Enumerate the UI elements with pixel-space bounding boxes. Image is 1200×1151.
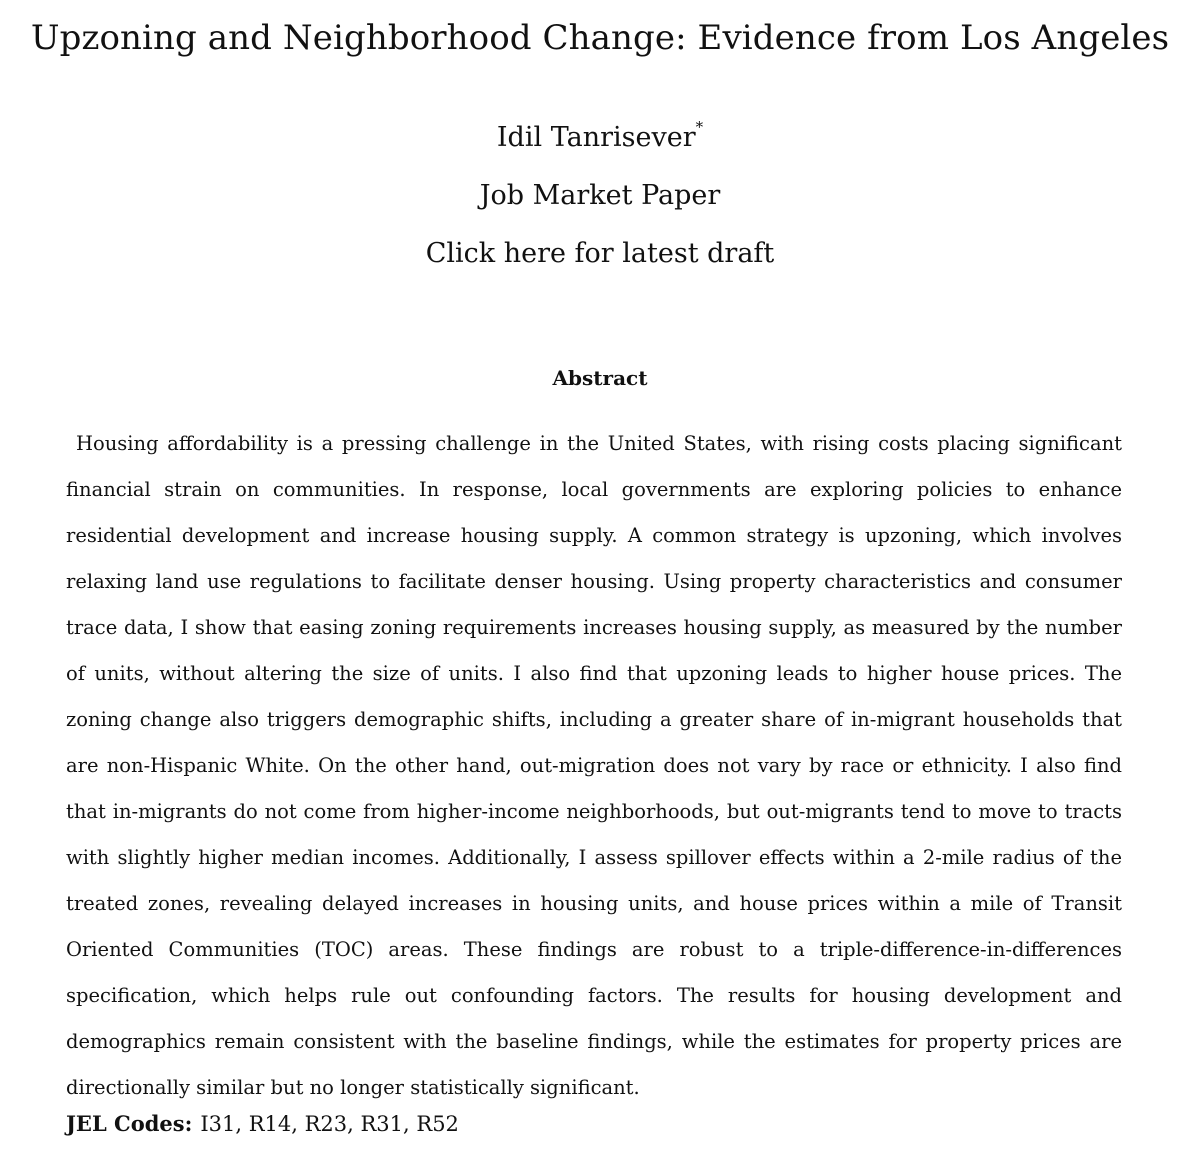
draft-line <box>0 238 1200 269</box>
abstract-text: Housing affordability is a pressing challenge in the United States, with rising costs placing significant financial strain on communities. In response, local governments are exploring policies to enhance residential development and increase housing supply. A common strategy is upzoning, which involves relaxing land use regulations to facilitate denser housing. Using property characteristics and consumer trace data, I show that easing zoning requirements increases housing supply, as measured by the number of units, without altering the size of units. I also find that upzoning leads to higher house prices. The zoning change also triggers demographic shifts, including a greater share of in-migrant households that are non-Hispanic White. On the other hand, out-migration does not vary by race or ethnicity. I also find that in-migrants do not come from higher-income neighborhoods, but out-migrants tend to move to tracts with slightly higher median incomes. Additionally, I assess spillover effects within a 2-mile radius of the treated zones, revealing delayed increases in housing units, and house prices within a mile of Transit Oriented Communities (TOC) areas. These findings are robust to a triple-difference-in-differences specification, which helps rule out confounding factors. The results for housing development and demographics remain consistent with the baseline findings, while the estimates for property prices are directionally similar but no longer statistically significant. <box>66 432 1122 1099</box>
jel-label: JEL Codes: <box>66 1111 193 1136</box>
jel-values: I31, R14, R23, R31, R52 <box>200 1112 459 1136</box>
abstract-heading: Abstract <box>552 366 648 390</box>
jel-codes <box>66 1111 459 1136</box>
author-line <box>0 118 1200 153</box>
latest-draft-link[interactable]: Click here for latest draft <box>425 238 775 269</box>
author-name: Idil Tanrisever <box>496 122 696 153</box>
paper-title: Upzoning and Neighborhood Change: Evidence from Los Angeles <box>30 18 1170 58</box>
paper-subtitle: Job Market Paper <box>479 180 721 211</box>
author-footnote-mark: * <box>695 118 704 136</box>
